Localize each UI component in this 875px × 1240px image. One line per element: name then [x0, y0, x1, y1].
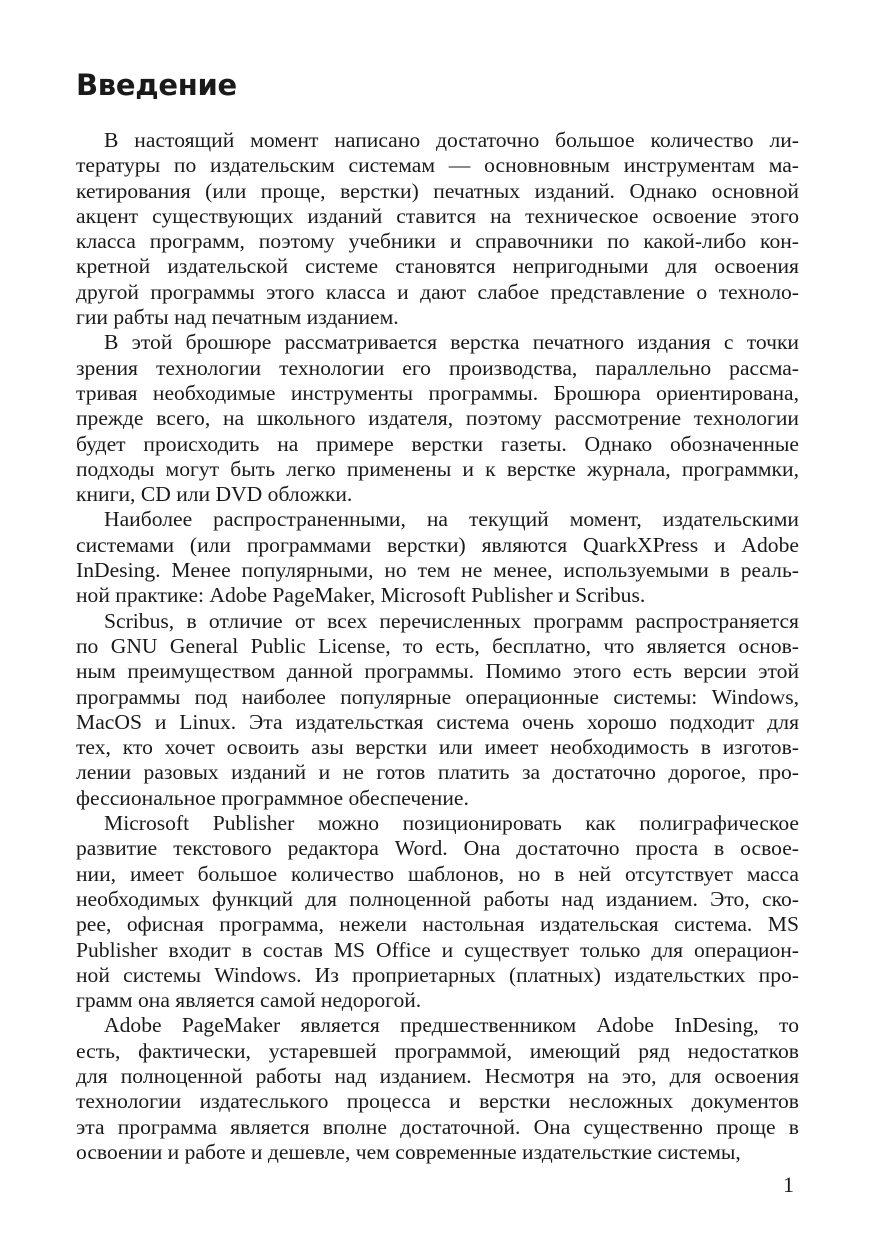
text-line: тех, кто хочет освоить азы верстки или имеет необходимость в изготов- — [76, 735, 799, 760]
text-line: развитие текстового редактора Word. Она достаточно проста в освое- — [76, 836, 799, 861]
text-line: нии, имеет большое количество шаблонов, но в ней отсутствует масса — [76, 861, 799, 886]
text-line: Adobe PageMaker является предшественником Adobe InDesing, то — [104, 1013, 799, 1038]
text-line: кретной издательской системе становятся непригодными для освоения — [76, 254, 799, 279]
text-line: Scribus, в отличие от всех перечисленных программ распространяется — [104, 608, 799, 633]
text-line: Publisher входит в состав MS Office и существует только для операцион- — [76, 937, 799, 962]
text-line: эта программа является вполне достаточной. Она существенно проще в — [76, 1114, 799, 1139]
text-line: системами (или программами верстки) являются QuarkXPress и Adobe — [76, 532, 799, 557]
text-line: Microsoft Publisher можно позиционировать как полиграфическое — [104, 811, 799, 836]
document-page — [76, 68, 799, 1165]
text-line: фессиональное программное обеспечение. — [76, 785, 469, 810]
text-line: В настоящий момент написано достаточно большое количество ли- — [104, 128, 799, 152]
text-line: тературы по издательским системам — основновным инструментам ма- — [76, 153, 799, 178]
text-line: книги, CD или DVD обложки. — [76, 482, 353, 507]
text-line: другой программы этого класса и дают слабое представление о техноло- — [76, 279, 799, 304]
paragraph — [76, 330, 799, 507]
text-line: гии рабты над печатным изданием. — [76, 305, 399, 330]
text-line: класса программ, поэтому учебники и справочники по какой-либо кон- — [76, 229, 799, 254]
text-line: лении разовых изданий и не готов платить за достаточно дорогое, про- — [76, 760, 799, 785]
page-title: Введение — [76, 68, 237, 102]
paragraph — [76, 609, 799, 811]
paragraph — [76, 811, 799, 1013]
paragraph — [76, 128, 799, 330]
text-line: будет происходить на примере верстки газеты. Однако обозначенные — [76, 431, 799, 456]
text-line: освоении и работе и дешевле, чем современные издательсткие системы, — [76, 1139, 741, 1164]
text-line: есть, фактически, устаревшей программой, имеющий ряд недостатков — [76, 1038, 799, 1063]
text-line: рее, офисная программа, нежели настольная издательская система. MS — [76, 912, 799, 937]
text-line: ной системы Windows. Из проприетарных (платных) издательстких про- — [76, 962, 799, 987]
page-number: 1 — [783, 1172, 794, 1197]
text-line: технологии издатеслького процесса и верстки несложных документов — [76, 1089, 799, 1114]
text-line: необходимых функций для полноценной работы над изданием. Это, ско- — [76, 886, 799, 911]
text-line: грамм она является самой недорогой. — [76, 988, 422, 1013]
text-line: прежде всего, на школьного издателя, поэтому рассмотрение технологии — [76, 406, 799, 431]
paragraph — [76, 1013, 799, 1165]
text-line: программы под наиболее популярные операционные системы: Windows, — [76, 684, 799, 709]
body-text — [76, 128, 799, 1165]
text-line: В этой брошюре рассматривается верстка печатного издания с точки — [104, 330, 799, 355]
text-line: акцент существующих изданий ставится на техническое освоение этого — [76, 203, 799, 228]
paragraph — [76, 507, 799, 608]
text-line: по GNU General Public License, то есть, бесплатно, что является основ- — [76, 633, 799, 658]
text-line: тривая необходимые инструменты программы. Брошюра ориентирована, — [76, 380, 799, 405]
text-line: Наиболее распространенными, на текущий момент, издательскими — [104, 507, 799, 532]
text-line: ным преимуществом данной программы. Помимо этого есть версии этой — [76, 659, 799, 684]
text-line: зрения технологии технологии его производства, параллельно рассма- — [76, 355, 799, 380]
text-line: InDesing. Менее популярными, но тем не менее, используемыми в реаль- — [76, 558, 799, 583]
text-line: кетирования (или проще, верстки) печатных изданий. Однако основной — [76, 178, 799, 203]
text-line: подходы могут быть легко применены и к верстке журнала, программки, — [76, 456, 799, 481]
text-line: MacOS и Linux. Эта издательсткая система очень хорошо подходит для — [76, 709, 799, 734]
text-line: для полноценной работы над изданием. Несмотря на это, для освоения — [76, 1063, 799, 1088]
text-line: ной практике: Adobe PageMaker, Microsoft Publisher и Scribus. — [76, 583, 646, 608]
